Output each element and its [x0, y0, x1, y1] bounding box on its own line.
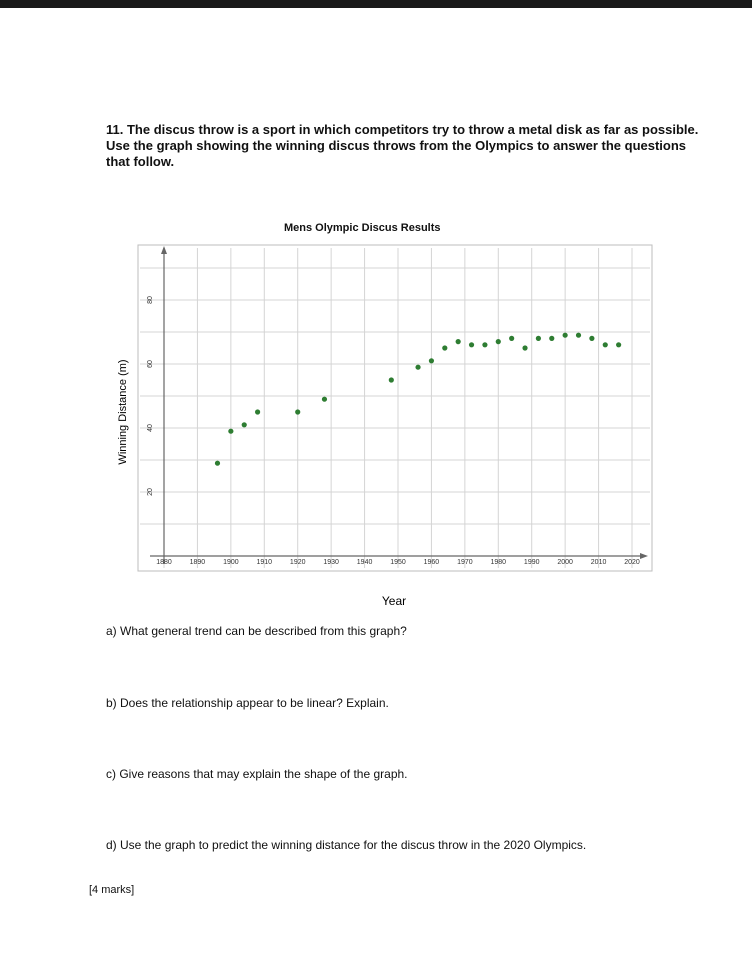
x-tick-label: 1980: [490, 559, 507, 566]
x-tick-label: 1930: [323, 559, 339, 566]
y-tick-label: 80: [147, 296, 154, 304]
x-axis-arrow: [640, 553, 648, 559]
data-point: [295, 409, 300, 414]
data-point: [496, 339, 501, 344]
data-point: [242, 422, 247, 427]
data-points: [215, 333, 621, 466]
x-tick-label: 2000: [557, 559, 573, 566]
question-b: b) Does the relationship appear to be linear? Explain.: [106, 696, 389, 710]
y-tick-label: 20: [147, 488, 154, 496]
chart-title: Mens Olympic Discus Results: [284, 222, 441, 234]
data-point: [616, 342, 621, 347]
x-axis-label: Year: [381, 594, 407, 608]
grid: [140, 248, 650, 568]
marks-label: [4 marks]: [89, 884, 135, 896]
x-tick-label: 1920: [289, 559, 306, 566]
data-point: [429, 358, 434, 363]
data-point: [469, 342, 474, 347]
x-tick-label: 1890: [189, 559, 206, 566]
x-tick-label: 1970: [457, 559, 473, 566]
data-point: [536, 336, 541, 341]
data-point: [322, 397, 327, 402]
data-point: [563, 333, 568, 338]
data-point: [215, 461, 220, 466]
x-tick-label: 1910: [256, 559, 273, 566]
data-point: [603, 342, 608, 347]
data-point: [549, 336, 554, 341]
x-tick-labels: [156, 559, 640, 566]
data-point: [389, 377, 394, 382]
data-point: [509, 336, 514, 341]
x-tick-label: 1880: [156, 559, 172, 566]
question-d: d) Use the graph to predict the winning distance for the discus throw in the 2020 Olympics.: [106, 838, 587, 852]
data-point: [522, 345, 527, 350]
x-tick-label: 1960: [423, 559, 440, 566]
question-a: a) What general trend can be described from this graph?: [106, 624, 407, 638]
data-point: [482, 342, 487, 347]
data-point: [255, 409, 260, 414]
plot-frame: [138, 245, 652, 571]
y-tick-label: 60: [147, 360, 154, 368]
x-tick-label: 1900: [223, 559, 239, 566]
question-c: c) Give reasons that may explain the shape of the graph.: [106, 767, 408, 781]
data-point: [576, 333, 581, 338]
x-tick-label: 1990: [523, 559, 540, 566]
data-point: [589, 336, 594, 341]
data-point: [415, 365, 420, 370]
x-tick-label: 2010: [590, 559, 607, 566]
y-axis-label: Winning Distance (m): [117, 359, 129, 465]
x-tick-label: 1950: [390, 559, 406, 566]
question-text: 11. The discus throw is a sport in which competitors try to throw a metal disk as far as possible. Use the graph showing the winning discus throws from the Olympics to answer the questions that follow.: [106, 122, 699, 169]
data-point: [228, 429, 233, 434]
data-point: [442, 345, 447, 350]
y-tick-label: 40: [147, 424, 154, 432]
axes: [150, 246, 648, 564]
x-tick-label: 2020: [624, 559, 640, 566]
data-point: [456, 339, 461, 344]
x-tick-label: 1940: [356, 559, 373, 566]
y-axis-arrow: [161, 246, 167, 254]
